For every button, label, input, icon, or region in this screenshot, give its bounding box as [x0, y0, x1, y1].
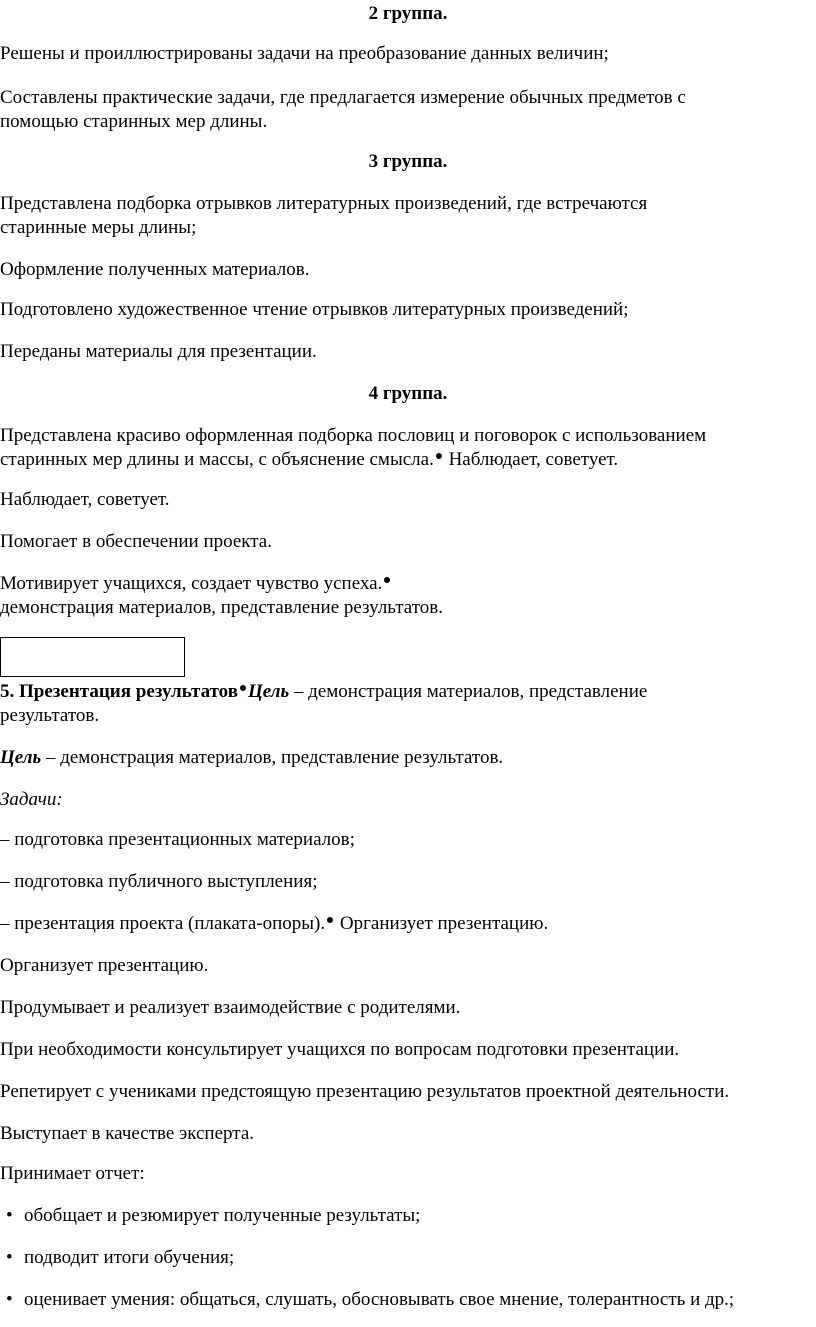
tasks-label: Задачи: — [0, 789, 63, 810]
group2-paragraph-2-line-2: помощью старинных мер длины. — [0, 111, 268, 132]
group3-paragraph-1-line-2: старинные меры длины; — [0, 217, 197, 238]
bullet-item-2: подводит итоги обучения; — [24, 1247, 235, 1268]
group4-paragraph-1-text: старинных мер длины и массы, с объяснение смысла. — [0, 449, 434, 470]
teacher-action-3: При необходимости консультирует учащихся по вопросам подготовки презентации. — [0, 1039, 680, 1060]
group4-paragraph-1-line-1: Представлена красиво оформленная подборка пословиц и поговорок с использованием — [0, 425, 707, 446]
section5-title-line-2: результатов. — [0, 705, 100, 726]
task-item-3-note: Организует презентацию. — [335, 913, 549, 934]
bullet-icon: • — [6, 1289, 13, 1310]
teacher-action-4: Репетирует с учениками предстоящую презентацию результатов проектной деятельности. — [0, 1081, 730, 1102]
group4-paragraph-4-text: Мотивирует учащихся, создает чувство успеха. — [0, 573, 383, 594]
group4-paragraph-2: Наблюдает, советует. — [0, 489, 170, 510]
group4-paragraph-3: Помогает в обеспечении проекта. — [0, 531, 272, 552]
task-item-2: – подготовка публичного выступления; — [0, 871, 318, 892]
group2-heading: 2 группа. — [368, 3, 448, 24]
teacher-action-2: Продумывает и реализует взаимодействие с родителями. — [0, 997, 461, 1018]
group3-paragraph-1-line-1: Представлена подборка отрывков литературных произведений, где встречаются — [0, 193, 648, 214]
goal-label: Цель — [0, 747, 42, 768]
bullet-dot-icon — [384, 577, 390, 583]
section5-goal — [0, 747, 503, 769]
section5-title-rest: – демонстрация материалов, представление — [289, 681, 648, 702]
teacher-action-6: Принимает отчет: — [0, 1163, 145, 1184]
group2-paragraph-2-line-1: Составлены практические задачи, где предлагается измерение обычных предметов с — [0, 87, 686, 108]
task-item-1: – подготовка презентационных материалов; — [0, 829, 355, 850]
group4-paragraph-1-note: Наблюдает, советует. — [443, 449, 619, 470]
group2-paragraph-1: Решены и проиллюстрированы задачи на преобразование данных величин; — [0, 43, 609, 64]
section5-goal-label: Цель — [247, 681, 290, 702]
goal-text: – демонстрация материалов, представление результатов. — [41, 747, 504, 768]
task-item-3-text: – презентация проекта (плаката-опоры). — [0, 913, 326, 934]
teacher-action-5: Выступает в качестве эксперта. — [0, 1123, 255, 1144]
bullet-icon: • — [6, 1247, 13, 1268]
group4-paragraph-4 — [0, 573, 392, 595]
section5-title: 5. Презентация результатов — [0, 681, 238, 702]
group3-paragraph-3: Подготовлено художественное чтение отрывков литературных произведений; — [0, 299, 629, 320]
bullet-item-1: обобщает и резюмирует полученные результаты; — [24, 1205, 421, 1226]
section5-title-line-1 — [0, 681, 647, 703]
group4-heading: 4 группа. — [368, 383, 448, 404]
bullet-dot-icon — [436, 453, 442, 459]
task-item-3 — [0, 913, 548, 935]
bullet-icon: • — [6, 1205, 13, 1226]
bullet-item-3: оценивает умения: общаться, слушать, обосновывать свое мнение, толерантность и др.; — [24, 1289, 735, 1310]
bullet-dot-icon — [327, 917, 333, 923]
group3-paragraph-2: Оформление полученных материалов. — [0, 259, 310, 280]
bullet-dot-icon — [240, 685, 246, 691]
empty-table-cell — [0, 637, 185, 677]
group3-heading: 3 группа. — [368, 151, 448, 172]
group4-paragraph-5: демонстрация материалов, представление результатов. — [0, 597, 443, 618]
group4-paragraph-1-line-2 — [0, 449, 618, 471]
teacher-action-1: Организует презентацию. — [0, 955, 209, 976]
group3-paragraph-4: Переданы материалы для презентации. — [0, 341, 317, 362]
